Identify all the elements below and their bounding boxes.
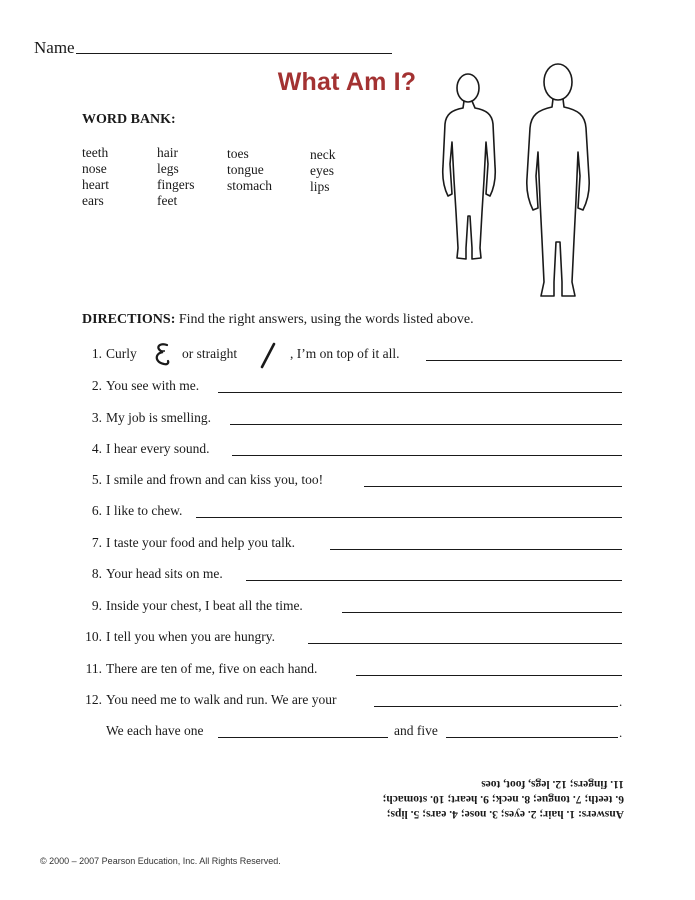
small-body-figure [443, 74, 496, 259]
word-bank-title: WORD BANK: [82, 112, 176, 127]
word-bank-word: lips [310, 179, 330, 194]
question-number: 4. [91, 441, 102, 456]
question-text: , I’m on top of it all. [290, 346, 400, 361]
answer-blank-1[interactable] [426, 360, 622, 361]
question-text: I smile and frown and can kiss you, too! [106, 472, 324, 487]
question-10 [82, 629, 627, 651]
question-text: or straight [182, 346, 238, 361]
question-number: 7. [91, 535, 102, 550]
answer-blank-4[interactable] [232, 455, 622, 456]
worksheet-title: What Am I? [277, 68, 417, 96]
straight-hair-icon [258, 342, 278, 370]
question-number: 1. [91, 346, 102, 361]
question-number: 10. [85, 629, 102, 644]
answer-key-line: Answers: 1. hair; 2. eyes; 3. nose; 4. ears; 5. lips; [386, 808, 624, 820]
word-bank-word: ears [82, 193, 104, 208]
word-bank-word: legs [157, 161, 179, 176]
copyright-notice: © 2000 – 2007 Pearson Education, Inc. All Rights Reserved. [40, 856, 281, 866]
question-number: 8. [91, 566, 102, 581]
question-text: You see with me. [106, 378, 200, 393]
directions [82, 312, 474, 328]
word-bank-word: heart [82, 177, 109, 192]
word-bank-word: feet [157, 193, 178, 208]
question-text: There are ten of me, five on each hand. [106, 661, 318, 676]
question-text: I like to chew. [106, 503, 183, 518]
answer-blank-11[interactable] [356, 675, 622, 676]
question-text: Curly [106, 346, 137, 361]
upside-down-answer-key [312, 776, 624, 821]
question-number: 2. [91, 378, 102, 393]
answer-blank-5[interactable] [364, 486, 622, 487]
answer-blank-9[interactable] [342, 612, 622, 613]
question-5 [82, 472, 627, 494]
question-text: I hear every sound. [106, 441, 210, 456]
answer-blank-8[interactable] [246, 580, 622, 581]
word-bank-word: neck [310, 147, 336, 162]
question-11 [82, 661, 627, 683]
answer-key-line: 11. fingers; 12. legs, foot, toes [481, 778, 624, 790]
question-number: 11. [85, 661, 102, 676]
question-number: 5. [91, 472, 102, 487]
answer-blank-12b[interactable] [218, 737, 388, 738]
question-text: My job is smelling. [106, 410, 212, 425]
question-text: I taste your food and help you talk. [106, 535, 295, 550]
answer-blank-2[interactable] [218, 392, 622, 393]
question-2 [82, 378, 627, 400]
word-bank-word: eyes [310, 163, 334, 178]
question-text: Your head sits on me. [106, 566, 223, 581]
body-outline-figures [430, 60, 620, 305]
question-number: 9. [91, 598, 102, 613]
punctuation: . [619, 694, 623, 709]
question-8 [82, 566, 627, 588]
question-text: We each have one [106, 723, 204, 738]
question-number: 12. [85, 692, 102, 707]
directions-text: Find the right answers, using the words listed above. [178, 312, 474, 327]
question-12 [82, 692, 627, 714]
word-bank-word: nose [82, 161, 107, 176]
answer-blank-12a[interactable] [374, 706, 618, 707]
answer-blank-7[interactable] [330, 549, 622, 550]
word-bank-word: stomach [227, 178, 272, 193]
name-input-line[interactable] [76, 53, 392, 54]
question-12-continued [82, 723, 627, 745]
name-label: Name [34, 38, 75, 57]
question-text: I tell you when you are hungry. [106, 629, 275, 644]
question-1 [82, 346, 627, 368]
word-bank-word: toes [227, 146, 249, 161]
question-number: 6. [91, 503, 102, 518]
question-9 [82, 598, 627, 620]
word-bank-word: fingers [157, 177, 195, 192]
answer-key-line: 6. teeth; 7. tongue; 8. neck; 9. heart; 10. stomach; [382, 793, 624, 805]
answer-blank-3[interactable] [230, 424, 622, 425]
curly-hair-icon [152, 340, 172, 370]
question-4 [82, 441, 627, 463]
answer-blank-6[interactable] [196, 517, 622, 518]
directions-label: DIRECTIONS: [82, 312, 176, 327]
question-number: 3. [91, 410, 102, 425]
answer-blank-12c[interactable] [446, 737, 618, 738]
question-7 [82, 535, 627, 557]
question-text: Inside your chest, I beat all the time. [106, 598, 303, 613]
question-text: and five [394, 723, 438, 738]
punctuation: . [619, 725, 623, 740]
word-bank-word: hair [157, 145, 178, 160]
word-bank-word: teeth [82, 145, 109, 160]
answer-blank-10[interactable] [308, 643, 622, 644]
large-body-figure [527, 64, 589, 296]
question-3 [82, 410, 627, 432]
question-text: You need me to walk and run. We are your [106, 692, 337, 707]
word-bank-word: tongue [227, 162, 264, 177]
question-6 [82, 503, 627, 525]
